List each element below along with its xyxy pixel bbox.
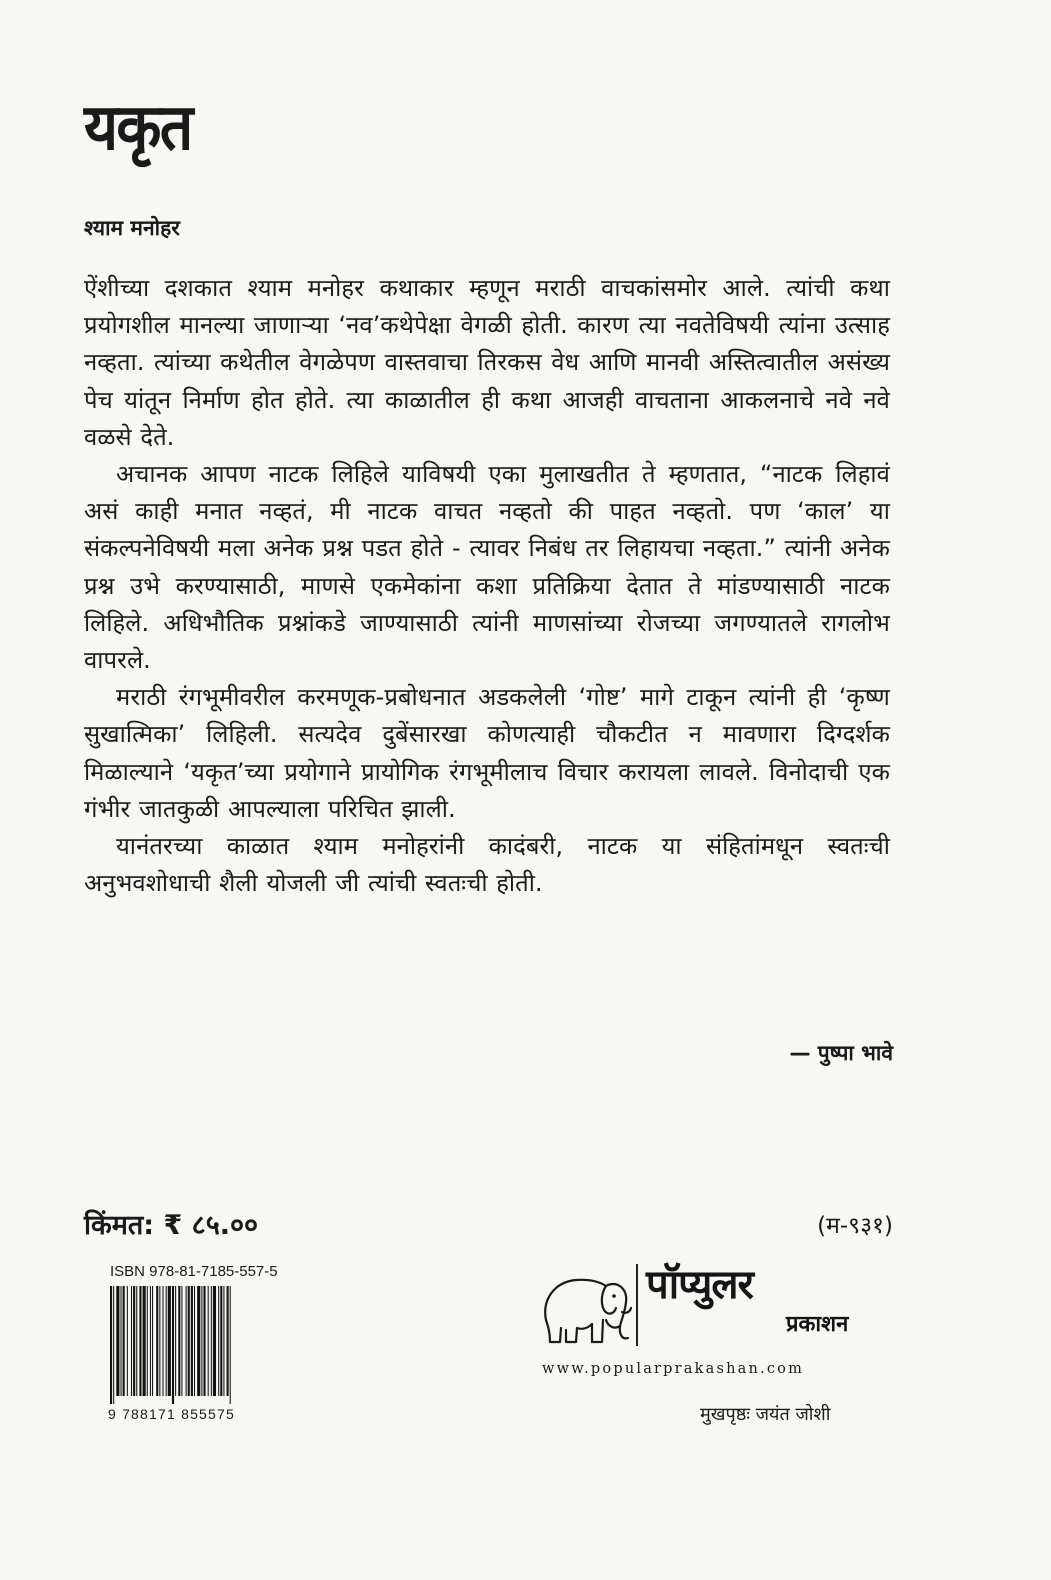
barcode-bar [159, 1286, 160, 1396]
cover-credit: मुखपृष्ठः जयंत जोशी [700, 1404, 831, 1425]
barcode-bar [194, 1286, 195, 1396]
barcode-bar [172, 1286, 174, 1404]
blurb-paragraph-1: ऐंशीच्या दशकात श्याम मनोहर कथाकार म्हणून मराठी वाचकांसमोर आले. त्यांची कथा प्रयोगशील मानल्या जाणाऱ्या ‘नव’कथेपेक्षा वेगळी होती. कारण त्या नवतेविषयी त्यांना उत्साह नव्हता. त्यांच्या कथेतील वेगळेपण वास्तवाचा तिरकस वेध आणि मानवी अस्तित्वातील असंख्य पेच यांतून निर्माण होत होते. त्या काळातील ही कथा आजही वाचताना आकलनाचे नवे नवे वळसे देते. [84, 274, 890, 451]
barcode-bar [227, 1286, 229, 1396]
barcode-bar [127, 1286, 128, 1396]
barcode-bar [147, 1286, 148, 1396]
barcode-bar [116, 1286, 119, 1396]
publisher-logo [536, 1260, 891, 1350]
barcode-icon [108, 1286, 280, 1404]
barcode-bar [133, 1286, 135, 1396]
catalog-code: (म-९३१) [817, 1213, 893, 1239]
blurb-signature: — पुष्पा भावे [789, 1041, 893, 1065]
barcode-bar [203, 1286, 205, 1396]
barcode-bar [218, 1286, 219, 1396]
barcode-bar [131, 1286, 132, 1396]
barcode-bar [211, 1286, 212, 1396]
barcode-bar [191, 1286, 193, 1396]
barcode-bar [143, 1286, 146, 1396]
barcode-bar [175, 1286, 176, 1396]
blurb-paragraph-4: यानंतरच्या काळात श्याम मनोहरांनी कादंबरी, नाटक या संहितांमधून स्वतःची अनुभवशोधाची शैली योजली जी त्यांची स्वतःची होती. [84, 832, 890, 898]
barcode-bar [181, 1286, 182, 1396]
barcode-bar [166, 1286, 167, 1396]
price-label: किंमत: ₹ ८५.०० [84, 1210, 259, 1241]
barcode-bar [136, 1286, 137, 1396]
logo-divider [636, 1264, 638, 1346]
blurb-paragraph-3: मराठी रंगभूमीवरील करमणूक-प्रबोधनात अडकलेली ‘गोष्ट’ मागे टाकून त्यांनी ही ‘कृष्ण सुखात्मिका’ लिहिली. सत्यदेव दुबेंसारखा कोणत्याही चौकटीत न मावणारा दिग्दर्शक मिळाल्याने ‘यकृत’च्या प्रयोगाने प्रायोगिक रंगभूमीलाच विचार करायला लावले. विनोदाची एक गंभीर जातकुळी आपल्याला परिचित झाली. [84, 683, 890, 823]
barcode-bar [220, 1286, 222, 1396]
elephant-logo-icon [536, 1260, 634, 1350]
barcode-bar [110, 1286, 112, 1404]
blurb-text [84, 270, 890, 902]
barcode-bar [178, 1286, 180, 1396]
publisher-sub: प्रकाशन [786, 1312, 849, 1337]
barcode-bar [208, 1286, 209, 1396]
barcode-bar [121, 1286, 122, 1396]
barcode-bar [168, 1286, 171, 1396]
barcode-bar [152, 1286, 153, 1396]
barcode-bar [223, 1286, 224, 1396]
author-name: श्याम मनोहर [84, 216, 180, 240]
isbn-label: ISBN 978-81-7185-557-5 [110, 1263, 278, 1280]
barcode-bar [163, 1286, 164, 1396]
barcode-number: 9 788171 855575 [108, 1406, 235, 1422]
barcode-bar [230, 1286, 231, 1404]
publisher-website: www.popularprakashan.com [542, 1361, 805, 1377]
barcode-bar [123, 1286, 125, 1396]
barcode-bar [150, 1286, 151, 1396]
barcode-bar [201, 1286, 202, 1396]
publisher-name: पॉप्युलर [646, 1262, 753, 1308]
barcode-bar [188, 1286, 190, 1396]
blurb-paragraph-2: अचानक आपण नाटक लिहिले याविषयी एका मुलाखतीत ते म्हणतात, “नाटक लिहावं असं काही मनात नव्हतं, मी नाटक वाचत नव्हतो की पाहत नव्हतो. पण ‘काल’ या संकल्पनेविषयी मला अनेक प्रश्न पडत होते - त्यावर निबंध तर लिहायचा नव्हता.” त्यांनी अनेक प्रश्न उभे करण्यासाठी, माणसे एकमेकांना कशा प्रतिक्रिया देतात ते मांडण्यासाठी नाटक लिहिले. अधिभौतिक प्रश्नांकडे जाण्यासाठी त्यांनी माणसांच्या रोजच्या जगण्यातले रागलोभ वापरले. [84, 460, 890, 675]
barcode-bar [213, 1286, 216, 1396]
isbn-barcode-block [108, 1262, 283, 1423]
barcode-bar [113, 1286, 114, 1404]
barcode-bar [186, 1286, 187, 1396]
barcode-bar [139, 1286, 141, 1396]
barcode-bar [156, 1286, 158, 1396]
book-title: यकृत [84, 91, 192, 165]
barcode-bar [197, 1286, 200, 1396]
